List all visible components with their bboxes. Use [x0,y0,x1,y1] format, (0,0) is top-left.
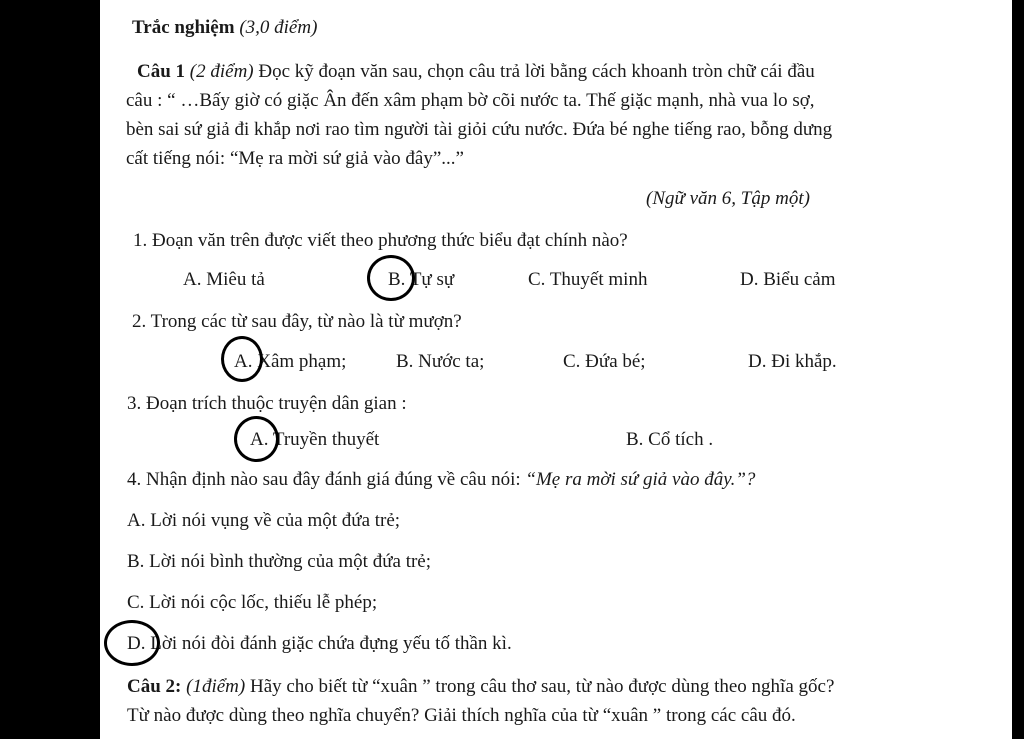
q2-label: Câu 2: [127,676,182,697]
question-1: 1. Đoạn văn trên được viết theo phương thức biểu đạt chính nào? [133,230,628,251]
q2-option-d: D. Đi khắp. [748,351,837,372]
q1-text-line: Đọc kỹ đoạn văn sau, chọn câu trả lời bằng cách khoanh tròn chữ cái đầu [258,61,815,82]
section-title-text: Trắc nghiệm [132,17,235,38]
q1-label: Câu 1 [137,61,186,82]
q2-line-1 [127,675,834,699]
q2-option-c: C. Đứa bé; [563,351,646,372]
q4-option-a: A. Lời nói vụng về của một đứa trẻ; [127,510,401,531]
source-citation: (Ngữ văn 6, Tập một) [646,188,810,209]
worksheet-page [100,0,1012,739]
q2-text-line: Hãy cho biết từ “xuân ” trong câu thơ sau, từ nào được dùng theo nghĩa gốc? [249,676,835,697]
q4-option-c: C. Lời nói cộc lốc, thiếu lễ phép; [127,592,378,613]
q1-option-c: C. Thuyết minh [528,269,648,290]
q1-text-line: bèn sai sứ giả đi khắp nơi rao tìm người tài giỏi cứu nước. Đứa bé nghe tiếng rao, bỗng dưng [126,119,833,140]
q1-line-1 [137,60,815,84]
question-3: 3. Đoạn trích thuộc truyện dân gian : [127,393,407,414]
q1-option-d: D. Biểu cảm [740,269,836,290]
answer-circle-q1 [367,255,415,301]
q1-points: (2 điểm) [189,61,254,82]
q1-text-line: câu : “ …Bấy giờ có giặc Ân đến xâm phạm bờ cõi nước ta. Thế giặc mạnh, nhà vua lo sợ, [126,90,815,111]
q2-option-a: A. Xâm phạm; [234,351,347,372]
question-2: 2. Trong các từ sau đây, từ nào là từ mượn? [132,311,462,332]
q2-option-b: B. Nước ta; [396,351,485,372]
q3-option-b: B. Cổ tích . [626,429,714,450]
q1-option-b: B. Tự sự [388,269,455,290]
q1-text-line: cất tiếng nói: “Mẹ ra mời sứ giả vào đây”...” [126,148,464,169]
question-4 [127,468,755,492]
q2-text-line: Từ nào được dùng theo nghĩa chuyển? Giải thích nghĩa của từ “xuân ” trong các câu đó. [127,705,796,726]
q4-option-b: B. Lời nói bình thường của một đứa trẻ; [127,551,432,572]
answer-circle-q3 [234,416,279,462]
q1-option-a: A. Miêu tả [183,269,265,290]
q2-points: (1điểm) [186,676,246,697]
section-points: (3,0 điểm) [239,17,318,38]
section-title [132,16,317,40]
q3-option-a: A. Truyền thuyết [250,429,380,450]
question-4-text: 4. Nhận định nào sau đây đánh giá đúng về câu nói: [127,469,526,490]
answer-circle-q2 [221,336,263,382]
q4-option-d: D. Lời nói đòi đánh giặc chứa đựng yếu tố thần kì. [127,633,512,654]
answer-circle-q4 [104,620,160,666]
question-4-quote: “Mẹ ra mời sứ giả vào đây.”? [525,469,756,490]
